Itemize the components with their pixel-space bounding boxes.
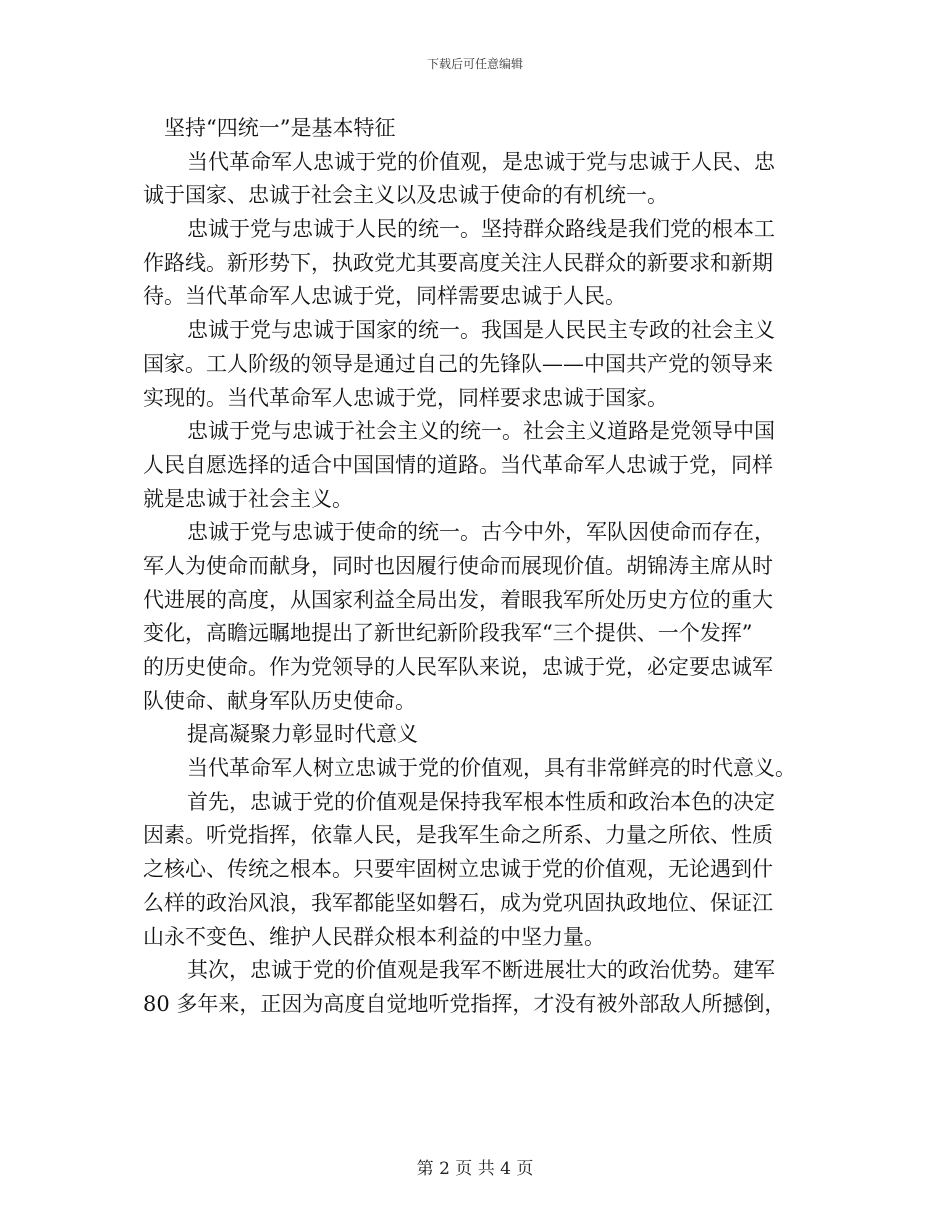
text-line: 当代革命军人忠诚于党的价值观，是忠诚于党与忠诚于人民、忠	[187, 149, 775, 174]
text-line: 诚于国家、忠诚于社会主义以及忠诚于使命的有机统一。	[143, 183, 668, 208]
page-footer: 第 2 页 共 4 页	[416, 1159, 534, 1179]
text-line: 其次，忠诚于党的价值观是我军不断进展壮大的政治优势。建军	[187, 958, 775, 983]
text-line: 国家。工人阶级的领导是通过自己的先锋队——中国共产党的领导来	[143, 351, 773, 376]
text-line: 首先，忠诚于党的价值观是保持我军根本性质和政治本色的决定	[187, 789, 775, 814]
document-body	[143, 112, 813, 1022]
text-line: 待。当代革命军人忠诚于党，同样需要忠诚于人民。	[143, 284, 626, 309]
text-line: 么样的政治风浪，我军都能坚如磐石，成为党巩固执政地位、保证江	[143, 890, 773, 915]
text-line: 忠诚于党与忠诚于国家的统一。我国是人民民主专政的社会主义	[187, 318, 775, 343]
text-line: 变化，高瞻远瞩地提出了新世纪新阶段我军“三个提供、一个发挥”	[143, 621, 753, 646]
text-line: 因素。听党指挥，依靠人民，是我军生命之所系、力量之所依、性质	[143, 823, 773, 848]
text-line: 提高凝聚力彰显时代意义	[187, 722, 418, 747]
text-line: 忠诚于党与忠诚于使命的统一。古今中外，军队因使命而存在，	[187, 520, 775, 545]
text-line: 实现的。当代革命军人忠诚于党，同样要求忠诚于国家。	[143, 385, 668, 410]
text-line: 之核心、传统之根本。只要牢固树立忠诚于党的价值观，无论遇到什	[143, 857, 773, 882]
text-line: 人民自愿选择的适合中国国情的道路。当代革命军人忠诚于党，同样	[143, 452, 773, 477]
text-line: 的历史使命。作为党领导的人民军队来说，忠诚于党，必定要忠诚军	[143, 655, 773, 679]
text-line: 坚持“四统一”是基本特征	[164, 116, 396, 140]
text-line: 作路线。新形势下，执政党尤其要高度关注人民群众的新要求和新期	[143, 250, 773, 275]
text-line: 代进展的高度，从国家利益全局出发，着眼我军所处历史方位的重大	[143, 587, 773, 612]
text-line: 当代革命军人树立忠诚于党的价值观，具有非常鲜亮的时代意义。	[187, 756, 796, 781]
page-header: 下载后可任意编辑	[426, 57, 523, 71]
text-line: 队使命、献身军队历史使命。	[143, 688, 416, 713]
text-line: 80 多年来，正因为高度自觉地听党指挥，才没有被外部敌人所撼倒，	[143, 991, 786, 1016]
text-line: 就是忠诚于社会主义。	[143, 486, 353, 511]
text-line: 军人为使命而献身，同时也因履行使命而展现价值。胡锦涛主席从时	[143, 553, 773, 578]
text-line: 山永不变色、维护人民群众根本利益的中坚力量。	[143, 924, 605, 949]
text-line: 忠诚于党与忠诚于社会主义的统一。社会主义道路是党领导中国	[187, 419, 775, 444]
text-line: 忠诚于党与忠诚于人民的统一。坚持群众路线是我们党的根本工	[187, 217, 775, 242]
